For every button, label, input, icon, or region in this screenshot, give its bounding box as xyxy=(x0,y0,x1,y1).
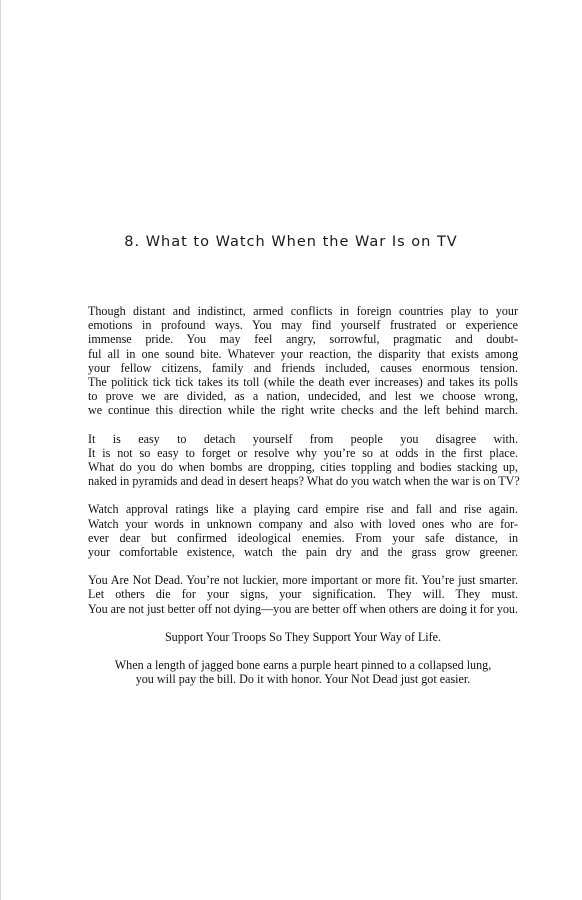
paragraph-2 xyxy=(88,432,518,489)
text-line: we continue this direction while the right write checks and the left behind march. xyxy=(88,403,518,418)
text-line: emotions in profound ways. You may find yourself frustrated or experience xyxy=(88,318,518,333)
text-line: You are not just better off not dying—you are better off when others are doing it for you. xyxy=(88,601,518,616)
paragraph-1 xyxy=(88,304,518,418)
paragraph-slogan xyxy=(88,630,518,644)
text-line: ful all in one sound bite. Whatever your reaction, the disparity that exists among xyxy=(88,346,518,361)
text-line: It is not so easy to forget or resolve why you’re so at odds in the first place. xyxy=(88,445,518,460)
text-line: When a length of jagged bone earns a purple heart pinned to a collapsed lung, xyxy=(114,658,492,673)
text-line: Let others die for your signs, your signification. They will. They must. xyxy=(88,587,518,602)
text-line: naked in pyramids and dead in desert heaps? What do you watch when the war is on TV? xyxy=(88,474,520,489)
text-line: to prove we are divided, as a nation, undecided, and lest we choose wrong, xyxy=(88,389,518,404)
paragraph-3 xyxy=(88,502,518,559)
text-line: Support Your Troops So They Support Your Way of Life. xyxy=(164,629,442,644)
text-line: What do you do when bombs are dropping, cities toppling and bodies stacking up, xyxy=(88,460,518,475)
chapter-body xyxy=(88,304,518,700)
text-line: Watch your words in unknown company and also with loved ones who are for- xyxy=(88,516,518,531)
text-line: immense pride. You may feel angry, sorrowful, pragmatic and doubt- xyxy=(88,332,518,347)
text-line: ever dear but confirmed ideological enemies. From your safe distance, in xyxy=(88,530,518,545)
text-line: Watch approval ratings like a playing card empire rise and fall and rise again. xyxy=(88,502,518,517)
text-line: You Are Not Dead. You’re not luckier, more important or more fit. You’re just smarter. xyxy=(88,573,518,588)
text-line: Though distant and indistinct, armed conflicts in foreign countries play to your xyxy=(88,304,518,318)
page-edge-divider xyxy=(0,0,1,900)
chapter-title: 8. What to Watch When the War Is on TV xyxy=(124,234,458,250)
paragraph-closing xyxy=(88,658,518,686)
text-line: your fellow citizens, family and friends included, causes enormous tension. xyxy=(88,360,518,375)
text-line: you will pay the bill. Do it with honor. Your Not Dead just got easier. xyxy=(135,672,471,687)
text-line: The politick tick tick takes its toll (while the death ever increases) and takes its polls xyxy=(88,375,518,390)
text-line: It is easy to detach yourself from people you disagree with. xyxy=(88,431,518,446)
text-line: your comfortable existence, watch the pain dry and the grass grow greener. xyxy=(88,545,518,560)
paragraph-4 xyxy=(88,573,518,616)
